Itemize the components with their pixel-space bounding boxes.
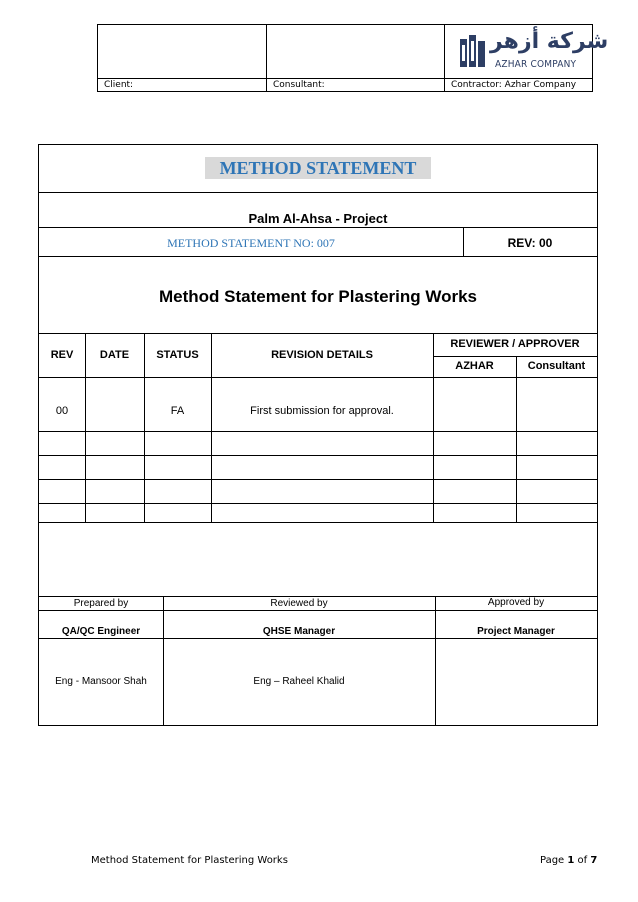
consultant-label: Consultant: [267, 78, 445, 92]
approved-role: Project Manager [477, 626, 555, 637]
cover-sheet [38, 144, 598, 726]
client-label: Client: [98, 78, 267, 92]
logo-english-text: AZHAR COMPANY [495, 59, 577, 70]
reviewed-role: QHSE Manager [262, 626, 336, 637]
col-header-reviewer-approver: REVIEWER / APPROVER [450, 338, 580, 350]
row-status: FA [170, 405, 185, 417]
col-header-consultant: Consultant [527, 360, 586, 372]
client-logo-cell [98, 25, 267, 78]
footer-doc-title: Method Statement for Plastering Works [91, 855, 288, 866]
page-prefix: Page [540, 855, 568, 866]
col-header-rev: REV [50, 349, 74, 361]
col-header-date: DATE [99, 349, 130, 361]
reviewed-by-label: Reviewed by [270, 598, 328, 609]
reviewed-name: Eng – Raheel Khalid [253, 676, 345, 687]
page-total: 7 [590, 855, 598, 866]
approved-by-label: Approved by [487, 597, 545, 608]
consultant-logo-cell [267, 25, 445, 78]
prepared-name: Eng - Mansoor Shah [55, 676, 147, 687]
row-rev: 00 [55, 405, 69, 417]
col-header-azhar: AZHAR [455, 360, 494, 372]
revision-number: REV: 00 [507, 236, 553, 250]
page-of: of [574, 855, 591, 866]
document-title: Method Statement for Plastering Works [158, 287, 477, 306]
row-details: First submission for approval. [250, 405, 394, 417]
prepared-role: QA/QC Engineer [61, 626, 141, 637]
method-statement-number: METHOD STATEMENT NO: 007 [167, 236, 335, 250]
document-header [97, 24, 609, 92]
footer-page-number [540, 855, 597, 866]
col-header-revision-details: REVISION DETAILS [271, 349, 373, 361]
contractor-label: Contractor: Azhar Company [445, 78, 592, 92]
prepared-by-label: Prepared by [73, 598, 129, 609]
project-name: Palm Al-Ahsa - Project [248, 211, 388, 226]
page-current: 1 [567, 855, 575, 866]
logo-arabic-text: شركة أزهر [490, 29, 609, 54]
col-header-status: STATUS [156, 349, 199, 361]
azhar-logo [460, 29, 609, 73]
document-type-title: METHOD STATEMENT [205, 157, 431, 179]
azhar-logo-mark-icon [460, 31, 490, 71]
